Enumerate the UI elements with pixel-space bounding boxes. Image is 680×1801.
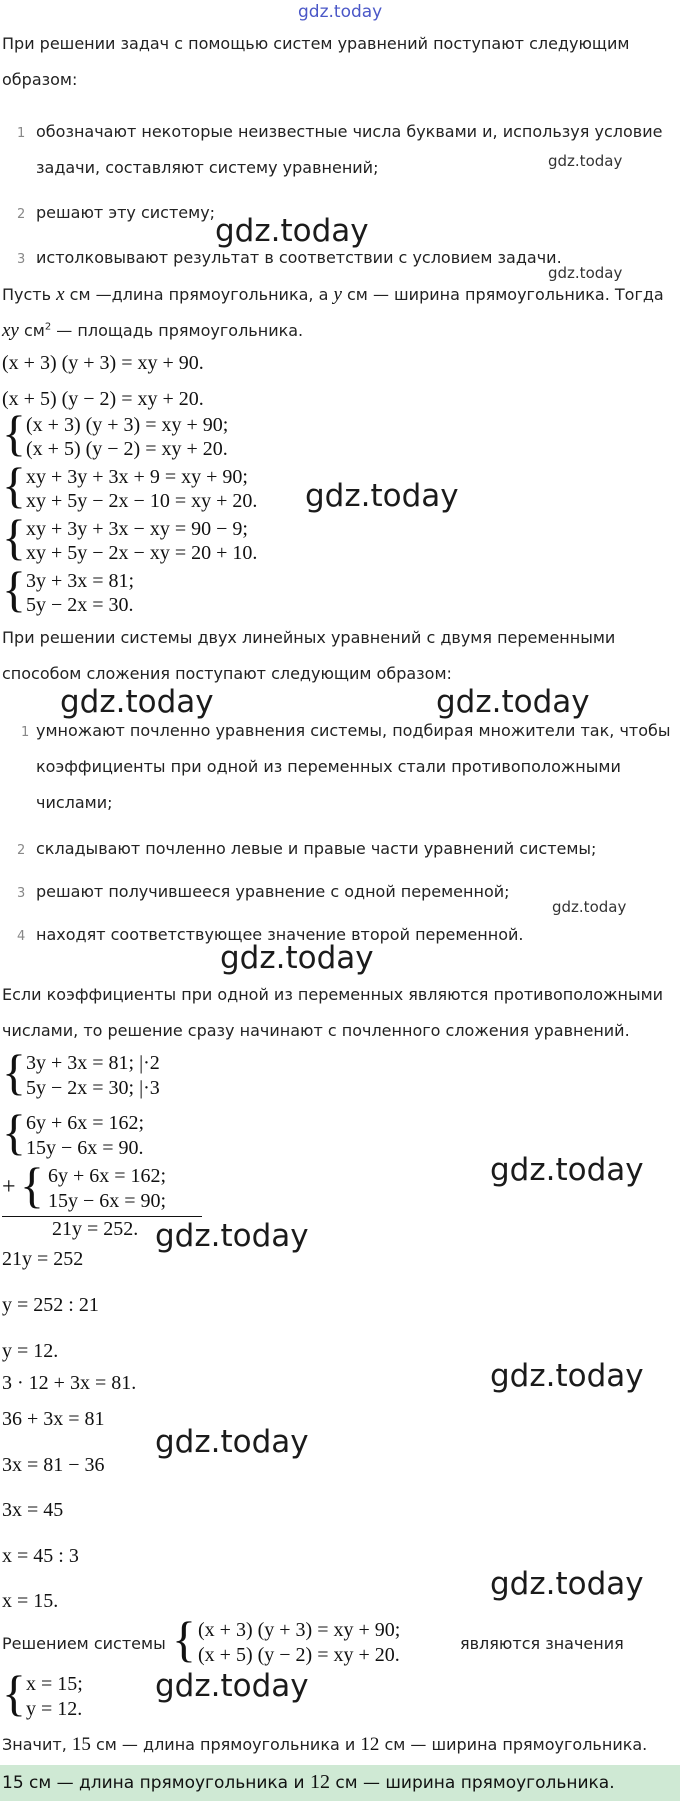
result-suffix: являются значения — [460, 1634, 624, 1653]
text-run: см — [18, 321, 45, 340]
list-item-text: коэффициенты при одной из переменных стали противоположными — [36, 757, 621, 776]
system-brace: { — [2, 405, 26, 461]
answer-y: y = 12. — [26, 1698, 83, 1720]
solve-line-5: 36 + 3x = 81 — [2, 1408, 105, 1430]
setup-line-1 — [2, 284, 664, 306]
watermark-text: gdz.today — [548, 264, 623, 282]
setup-line-2 — [2, 320, 303, 342]
method-line-1: При решении системы двух линейных уравнений с двумя переменными — [2, 628, 616, 647]
watermark-text: gdz.today — [220, 940, 374, 976]
watermark-text: gdz.today — [548, 152, 623, 170]
list-item-number: 2 — [17, 207, 26, 222]
scaled-eq-b: 15y − 6x = 90. — [26, 1137, 144, 1159]
solve-line-6: 3x = 81 − 36 — [2, 1454, 105, 1476]
watermark-top: gdz.today — [298, 2, 383, 22]
sum-eq-a: 6y + 6x = 162; — [48, 1165, 167, 1187]
math-number: 12 — [309, 1771, 330, 1793]
system-3-eq-b: xy + 5y − 2x − xy = 20 + 10. — [26, 542, 258, 564]
solve-line-1: 21y = 252 — [2, 1248, 84, 1270]
watermark-text: gdz.today — [60, 684, 214, 720]
answer-x: x = 15; — [26, 1673, 83, 1695]
system-4-eq-a: 3y + 3x = 81; — [26, 570, 135, 592]
text-run: см —длина прямоугольника, а — [64, 285, 334, 304]
list-item-text: умножают почленно уравнения системы, подбирая множители так, чтобы — [36, 721, 671, 740]
result-system-eq-a: (x + 3) (y + 3) = xy + 90; — [198, 1619, 401, 1641]
system-brace: { — [2, 509, 26, 565]
watermark-text: gdz.today — [155, 1424, 309, 1460]
list-item-text: решают получившееся уравнение с одной переменной; — [36, 882, 510, 901]
equation-2: (x + 5) (y − 2) = xy + 20. — [2, 388, 204, 410]
text-run: см — ширина прямоугольника. — [379, 1735, 648, 1754]
sum-line — [2, 1216, 202, 1217]
plus-sign: + — [2, 1174, 16, 1200]
scaled-eq-a: 6y + 6x = 162; — [26, 1112, 145, 1134]
system-brace: { — [20, 1157, 44, 1213]
multiply-eq-a: 3y + 3x = 81; |·2 — [26, 1052, 160, 1074]
math-var: xy — [2, 320, 19, 341]
system-3-eq-a: xy + 3y + 3x − xy = 90 − 9; — [26, 518, 248, 540]
watermark-text: gdz.today — [436, 684, 590, 720]
solve-line-9: x = 15. — [2, 1590, 59, 1612]
system-4-eq-b: 5y − 2x = 30. — [26, 594, 134, 616]
list-item-text: обозначают некоторые неизвестные числа буквами и, используя условие — [36, 122, 663, 141]
list-item-number: 3 — [17, 886, 26, 901]
list-item-number: 3 — [17, 252, 26, 267]
system-1-eq-a: (x + 3) (y + 3) = xy + 90; — [26, 414, 229, 436]
solve-line-4: 3 · 12 + 3x = 81. — [2, 1372, 137, 1394]
text-run: см — ширина прямоугольника. Тогда — [341, 285, 664, 304]
answer-text — [2, 1771, 615, 1794]
intro-line-2: образом: — [2, 70, 78, 89]
method-line-2: способом сложения поступают следующим образом: — [2, 664, 452, 683]
list-item-text: задачи, составляют систему уравнений; — [36, 158, 379, 177]
system-brace: { — [2, 1665, 26, 1721]
watermark-text: gdz.today — [490, 1152, 644, 1188]
solve-line-3: y = 12. — [2, 1340, 59, 1362]
equation-1: (x + 3) (y + 3) = xy + 90. — [2, 352, 204, 374]
solve-line-7: 3x = 45 — [2, 1499, 64, 1521]
list-item-number: 1 — [17, 126, 26, 141]
note-line-2: числами, то решение сразу начинают с почленного сложения уравнений. — [2, 1021, 630, 1040]
list-item-text: истолковывают результат в соответствии с условием задачи. — [36, 248, 562, 267]
math-number: 15 — [71, 1734, 91, 1755]
watermark-text: gdz.today — [155, 1668, 309, 1704]
superscript: 2 — [44, 321, 52, 333]
list-item-number: 1 — [21, 725, 30, 740]
watermark-text: gdz.today — [552, 898, 627, 916]
sum-eq-b: 15y − 6x = 90; — [48, 1190, 167, 1212]
watermark-text: gdz.today — [155, 1218, 309, 1254]
list-item-text: складывают почленно левые и правые части уравнений системы; — [36, 839, 597, 858]
list-item-number: 2 — [17, 843, 26, 858]
system-2-eq-a: xy + 3y + 3x + 9 = xy + 90; — [26, 466, 248, 488]
text-run: — площадь прямоугольника. — [51, 321, 304, 340]
list-item-number: 4 — [17, 929, 26, 944]
intro-line-1: При решении задач с помощью систем уравнений поступают следующим — [2, 34, 630, 53]
text-run: см — ширина прямоугольника. — [329, 1773, 615, 1793]
watermark-text: gdz.today — [305, 478, 459, 514]
watermark-text: gdz.today — [490, 1566, 644, 1602]
text-run: 15 см — длина прямоугольника и — [2, 1773, 310, 1793]
system-brace: { — [2, 561, 26, 617]
system-2-eq-b: xy + 5y − 2x − 10 = xy + 20. — [26, 490, 258, 512]
system-1-eq-b: (x + 5) (y − 2) = xy + 20. — [26, 438, 228, 460]
list-item-text: находят соответствующее значение второй переменной. — [36, 925, 524, 944]
text-run: Пусть — [2, 285, 57, 304]
note-line-1: Если коэффициенты при одной из переменных являются противоположными — [2, 985, 664, 1004]
sum-result: 21y = 252. — [52, 1218, 139, 1240]
list-item-text: числами; — [36, 793, 113, 812]
system-brace: { — [2, 1044, 26, 1100]
watermark-text: gdz.today — [490, 1358, 644, 1394]
solve-line-2: y = 252 : 21 — [2, 1294, 99, 1316]
watermark-text: gdz.today — [215, 213, 369, 249]
multiply-eq-b: 5y − 2x = 30; |·3 — [26, 1077, 160, 1099]
text-run: см — длина прямоугольника и — [90, 1735, 361, 1754]
math-var: x — [56, 284, 65, 305]
system-brace: { — [2, 1104, 26, 1160]
answer-box — [0, 1765, 680, 1801]
list-item-text: решают эту систему; — [36, 203, 216, 222]
conclusion — [2, 1734, 647, 1756]
math-number: 12 — [360, 1734, 380, 1755]
system-brace: { — [172, 1611, 196, 1667]
system-brace: { — [2, 457, 26, 513]
result-system-eq-b: (x + 5) (y − 2) = xy + 20. — [198, 1644, 400, 1666]
text-run: Значит, — [2, 1735, 72, 1754]
math-var: y — [333, 284, 342, 305]
solve-line-8: x = 45 : 3 — [2, 1545, 79, 1567]
result-prefix: Решением системы — [2, 1634, 166, 1653]
